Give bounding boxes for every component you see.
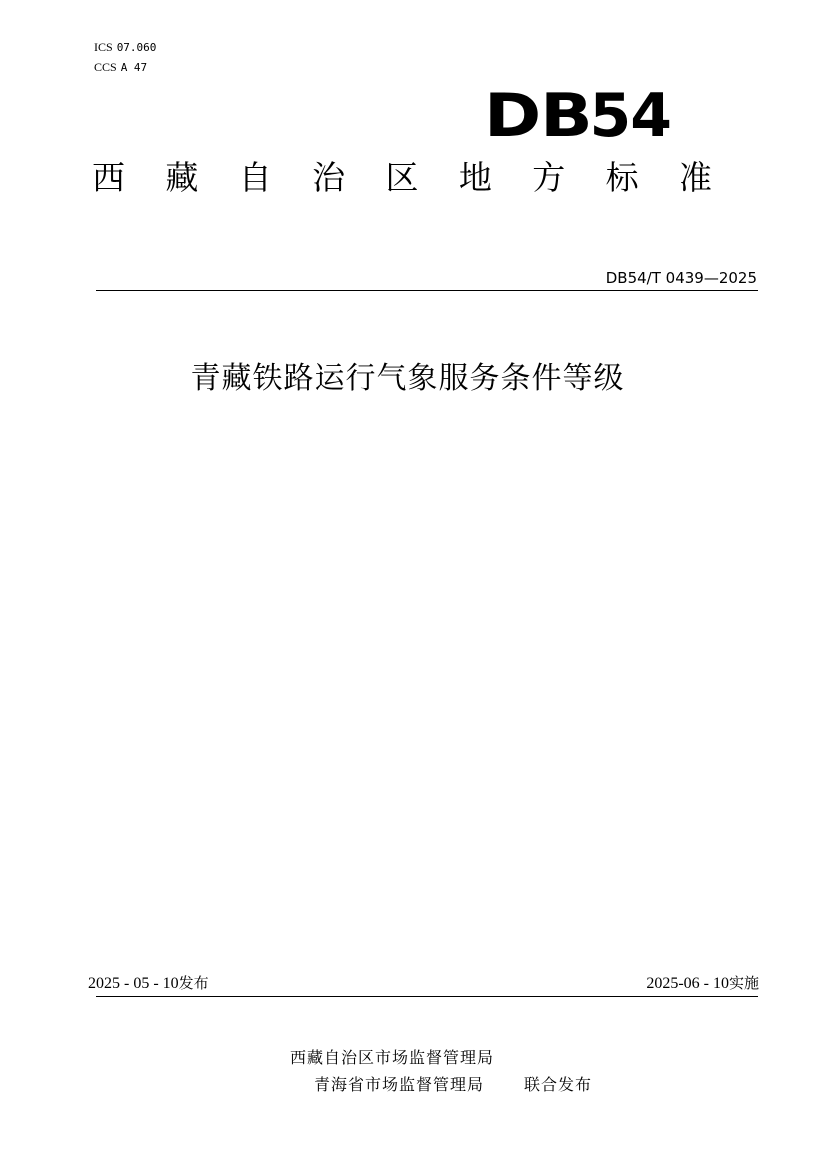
ics-label: ICS [94, 40, 113, 54]
standard-type-char: 自 [238, 158, 272, 197]
release-date: 2025 - 05 - 10 [88, 975, 179, 992]
standard-type-char: 藏 [165, 158, 199, 197]
ics-line [94, 40, 156, 55]
implement-label: 实施 [728, 974, 759, 992]
header-divider [96, 290, 758, 291]
implement-date-line [646, 972, 759, 995]
implement-date: 2025-06 - 10 [646, 975, 729, 992]
standard-type [92, 156, 712, 200]
standard-type-char: 方 [532, 158, 566, 197]
issuer-row [290, 1044, 592, 1071]
standard-type-char: 西 [92, 158, 125, 197]
db-logo-letters: DB [484, 81, 592, 151]
ics-value: 07.060 [116, 41, 157, 54]
ccs-value: A 47 [120, 61, 148, 74]
footer-divider [96, 996, 758, 997]
standard-type-char: 准 [679, 158, 712, 197]
issuer-name: 青海省市场监督管理局 [314, 1075, 485, 1094]
standard-number: DB54/T 0439—2025 [605, 269, 757, 287]
release-date-line [88, 972, 209, 995]
joint-release-label: 联合发布 [524, 1075, 593, 1094]
standard-type-char: 治 [312, 158, 346, 197]
standard-type-char: 标 [605, 158, 639, 197]
db-logo-code: 54 [589, 81, 672, 151]
standard-type-char: 地 [458, 158, 492, 197]
ccs-line [94, 60, 147, 75]
issuer-row [290, 1071, 592, 1098]
document-title: 青藏铁路运行气象服务条件等级 [190, 361, 625, 396]
ccs-label: CCS [94, 60, 117, 74]
standard-type-char: 区 [385, 158, 419, 197]
db-logo [484, 81, 672, 151]
issuer-name: 西藏自治区市场监督管理局 [290, 1048, 495, 1067]
release-label: 发布 [178, 974, 209, 992]
issuers-block [290, 1044, 592, 1098]
